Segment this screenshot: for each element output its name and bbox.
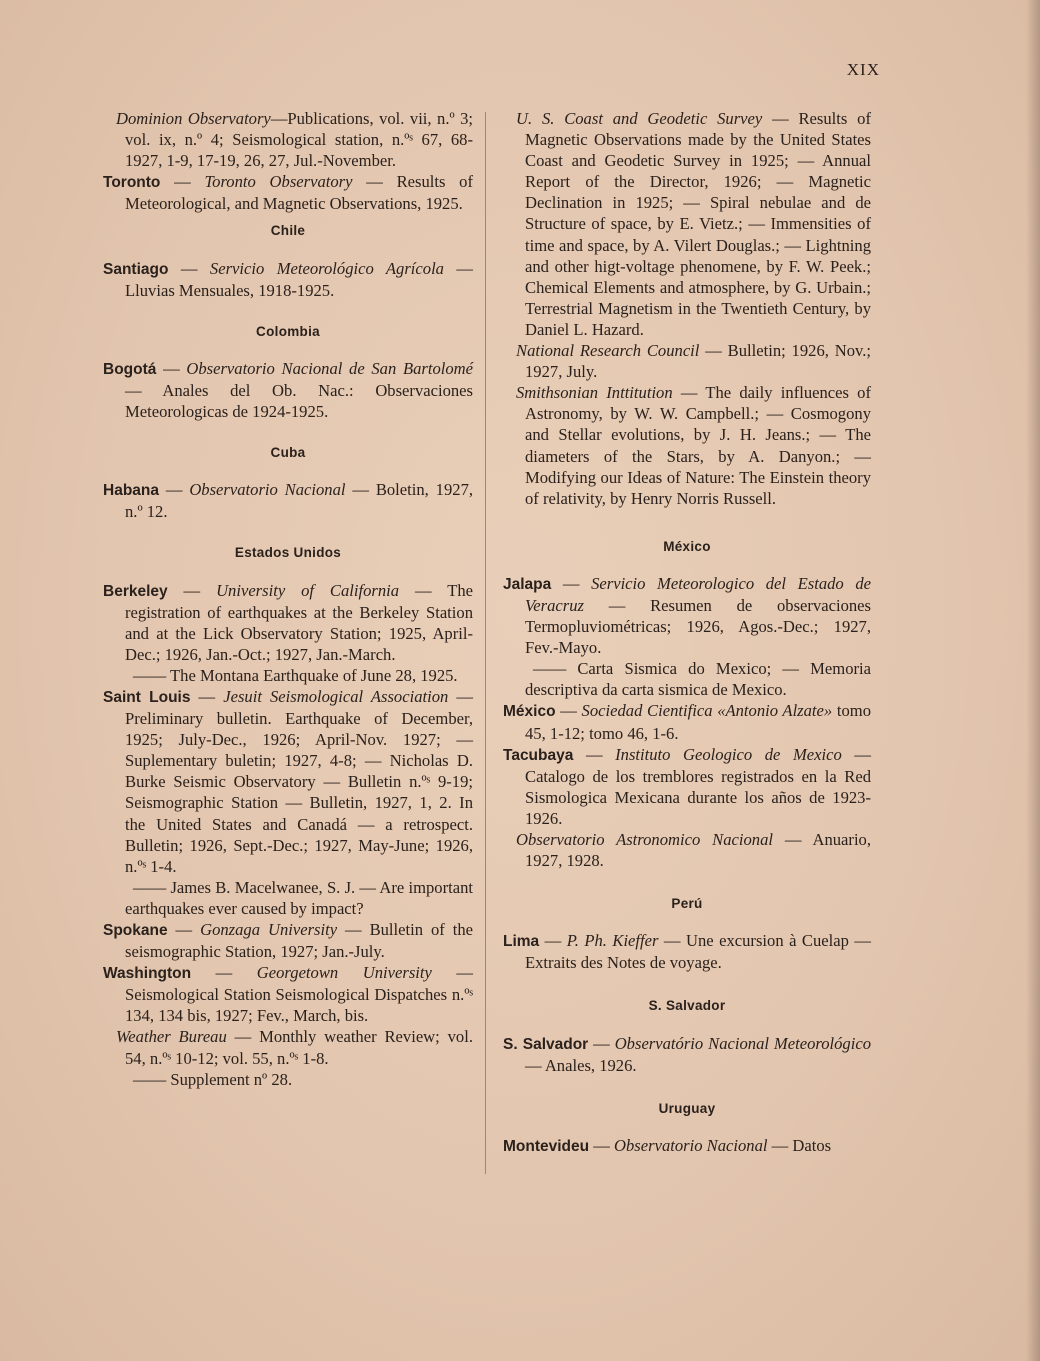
- entry-text: — Boletin, 1927, n.º 12.: [125, 480, 474, 522]
- entry-institution: Georgetown University: [256, 963, 432, 983]
- section-heading-s-salvador: S. Salvador: [648, 998, 726, 1014]
- entry-institution: Instituto Geologico de Mexico: [615, 744, 842, 764]
- section-heading-peru: Perú: [671, 896, 703, 912]
- entry-institution: P. Ph. Kieffer: [566, 931, 659, 951]
- entry-institution: Jesuit Seismological Association: [223, 686, 449, 706]
- entry-separator: —: [168, 258, 210, 278]
- entry-place: Lima: [503, 933, 540, 951]
- entry-separator: —: [573, 744, 616, 764]
- entry-text: — Catalogo de los tremblores registrados en la Red Sismologica Mexicana durante los años de 1923-1926.: [525, 744, 871, 828]
- entry-text: — Bulletin of the seismographic Station, 1927; Jan.-July.: [125, 920, 474, 962]
- entry-santiago: [103, 258, 473, 301]
- entry-lima: [503, 930, 871, 973]
- entry-separator: —: [156, 358, 187, 378]
- entry-text: — Lluvias Mensuales, 1918-1925.: [125, 258, 474, 300]
- entry-montana: [103, 665, 473, 686]
- entry-text: —— The Montana Earthquake of June 28, 1925.: [133, 665, 458, 685]
- entry-text: — Monthly weather Review; vol. 54, n.ºˢ 10-12; vol. 55, n.ºˢ 1-8.: [125, 1027, 473, 1068]
- entry-place: Spokane: [103, 922, 168, 939]
- entry-place: Toronto: [103, 174, 161, 192]
- entry-text: tomo 45, 1-12; tomo 46, 1-6.: [525, 701, 872, 743]
- entry-bogota: [103, 358, 473, 422]
- entry-habana: [103, 479, 473, 522]
- entry-smithsonian: [503, 382, 871, 509]
- entry-text: — Datos: [767, 1135, 832, 1155]
- entry-text: —— James B. Macelwanee, S. J. — Are important earthquakes ever caused by impact?: [125, 877, 473, 918]
- entry-text: — The daily influences of Astronomy, by W. W. Campbell.; — Cosmogony and Stellar evolutions, by J. H. Jeans.; — The diameters of the Stars, by A. Danyon.; — Modifying our Ideas of Nature: The Einstein theory of relativity, by Henry Norris Russell.: [525, 383, 872, 508]
- entry-text: — Anuario, 1927, 1928.: [525, 830, 871, 871]
- entry-montevideu: [503, 1135, 871, 1157]
- entry-separator: —: [190, 686, 224, 706]
- entry-place: México: [503, 703, 556, 721]
- entry-separator: —: [555, 701, 582, 721]
- entry-separator: —: [551, 573, 592, 593]
- entry-institution: Gonzaga University: [200, 920, 338, 939]
- entry-text: — Results of Meteorological, and Magnetic Observations, 1925.: [125, 172, 474, 214]
- entry-place: Saint Louis: [103, 688, 191, 706]
- entry-separator: —: [539, 931, 567, 951]
- entry-separator: —: [167, 580, 217, 600]
- entry-astronomico: [503, 829, 871, 871]
- entry-tacubaya: [503, 744, 871, 829]
- entry-institution: Toronto Observatory: [204, 172, 353, 192]
- entry-separator: —: [160, 172, 205, 192]
- column-rule: [485, 112, 486, 1174]
- entry-separator: —: [159, 480, 190, 500]
- entry-text: —— Supplement nº 28.: [133, 1069, 293, 1089]
- entry-institution: Servicio Meteorologico del Estado de Veracruz: [525, 573, 871, 615]
- entry-weather-bureau: [103, 1026, 473, 1068]
- entry-toronto: [103, 171, 473, 214]
- entry-institution: Weather Bureau: [116, 1027, 227, 1047]
- right-column: [503, 108, 871, 1157]
- entry-institution: Observatorio Nacional de San Bartolomé: [186, 358, 473, 378]
- entry-institution: Dominion Observatory: [116, 109, 271, 128]
- entry-macelwanee: [103, 877, 473, 919]
- entry-separator: —: [191, 963, 257, 983]
- entry-institution: Observatório Nacional Meteorológico: [614, 1033, 871, 1053]
- entry-place: Santiago: [103, 260, 169, 278]
- entry-place: Montevideu: [503, 1137, 590, 1155]
- section-heading-chile: Chile: [270, 223, 306, 239]
- entry-institution: National Research Council: [516, 341, 700, 361]
- entry-text: — Seismological Station Seismological Dispatches n.ºˢ 134, 134 bis, 1927; Fev., March, bis.: [125, 963, 473, 1026]
- entry-place: Washington: [103, 965, 192, 983]
- section-heading-uruguay: Uruguay: [658, 1100, 716, 1116]
- section-heading-mexico: México: [663, 538, 711, 554]
- entry-text: — The registration of earthquakes at the Berkeley Station and at the Lick Observatory Station; 1925, April-Dec.; 1926, Jan.-Oct.; 1927, Jan.-March.: [125, 580, 473, 664]
- entry-institution: Smithsonian Inttitution: [516, 383, 673, 403]
- entry-place: Tacubaya: [503, 746, 574, 764]
- entry-text: — Bulletin; 1926, Nov.; 1927, July.: [525, 341, 871, 382]
- entry-washington: [103, 962, 473, 1026]
- left-column: [103, 108, 473, 1090]
- section-heading-colombia: Colombia: [256, 323, 320, 339]
- entry-place: Bogotá: [103, 360, 157, 378]
- section-heading-cuba: Cuba: [270, 445, 306, 461]
- entry-mexico: [503, 700, 871, 743]
- entry-spokane: [103, 919, 473, 962]
- entry-institution: Servicio Meteorológico Agrícola: [209, 258, 444, 278]
- entry-text: — Results of Magnetic Observations made by the United States Coast and Geodetic Survey in 1925; — Annual Report of the Director, 1926; — Magnetic Declination in 1925; — Spiral nebulae and de Structure of space, by E. Vietz.; — Immensities of time and space, by A. Vilert Douglas.; — Lightning and other higt-voltage phenomene, by F. W. Peek.; Chemical Elements and atmosphere, by G. Urbain.; Terrestrial Magnetism in the Twentieth Century, by Daniel L. Hazard.: [525, 109, 871, 339]
- entry-text: — Anales del Ob. Nac.: Observaciones Meteorologicas de 1924-1925.: [125, 380, 473, 422]
- entry-place: Jalapa: [503, 575, 552, 593]
- entry-supplement: [103, 1069, 473, 1090]
- entry-text: — Une excursion à Cuelap — Extraits des Notes de voyage.: [525, 931, 871, 973]
- entry-s-salvador: [503, 1033, 871, 1076]
- entry-place: S. Salvador: [503, 1035, 589, 1053]
- entry-separator: —: [167, 920, 201, 939]
- entry-text: — Preliminary bulletin. Earthquake of December, 1925; July-Dec., 1926; April-Nov. 1927; — Suplementary buletin; 1927, 4-8; — Nicholas D. Burke Seismic Observatory — Bulletin n.ºˢ 9-19; Seismographic Station — Bulletin, 1927, 1, 2. In the United States and Canadá — a retrospect. Bulletin; 1926, Sept.-Dec.; 1927, May-June; 1926, n.ºˢ 1-4.: [125, 686, 473, 876]
- entry-place: Habana: [103, 482, 159, 500]
- entry-dominion: [103, 108, 473, 171]
- entry-coast-geodetic: [503, 108, 871, 340]
- entry-institution: Sociedad Cientifica «Antonio Alzate»: [581, 701, 833, 721]
- entry-text: — Resumen de observaciones Termopluviométricas; 1926, Agos.-Dec.; 1927, Fev.-Mayo.: [525, 595, 871, 658]
- entry-institution: University of California: [216, 580, 400, 600]
- entry-institution: U. S. Coast and Geodetic Survey: [516, 109, 763, 128]
- entry-text: —Publications, vol. vii, n.º 3; vol. ix, n.º 4; Seismological station, n.ºˢ 67, 68-1927, 1-9, 17-19, 26, 27, Jul.-November.: [125, 109, 473, 171]
- page-number: XIX: [846, 60, 880, 79]
- entry-separator: —: [588, 1033, 615, 1053]
- section-heading-estados-unidos: Estados Unidos: [234, 545, 342, 561]
- page-edge-shadow: [1026, 0, 1040, 1361]
- entry-national-research: [503, 340, 871, 382]
- entry-berkeley: [103, 580, 473, 665]
- entry-jalapa: [503, 573, 871, 658]
- entry-carta-sismica: [503, 658, 871, 700]
- entry-saint-louis: [103, 686, 473, 877]
- entry-place: Berkeley: [103, 582, 168, 600]
- entry-institution: Observatorio Nacional: [614, 1135, 768, 1155]
- entry-institution: Observatorio Astronomico Nacional: [516, 830, 774, 849]
- entry-text: — Anales, 1926.: [525, 1055, 637, 1075]
- entry-institution: Observatorio Nacional: [189, 480, 346, 500]
- entry-text: —— Carta Sismica do Mexico; — Memoria descriptiva da carta sismica de Mexico.: [525, 659, 871, 700]
- entry-separator: —: [589, 1135, 615, 1155]
